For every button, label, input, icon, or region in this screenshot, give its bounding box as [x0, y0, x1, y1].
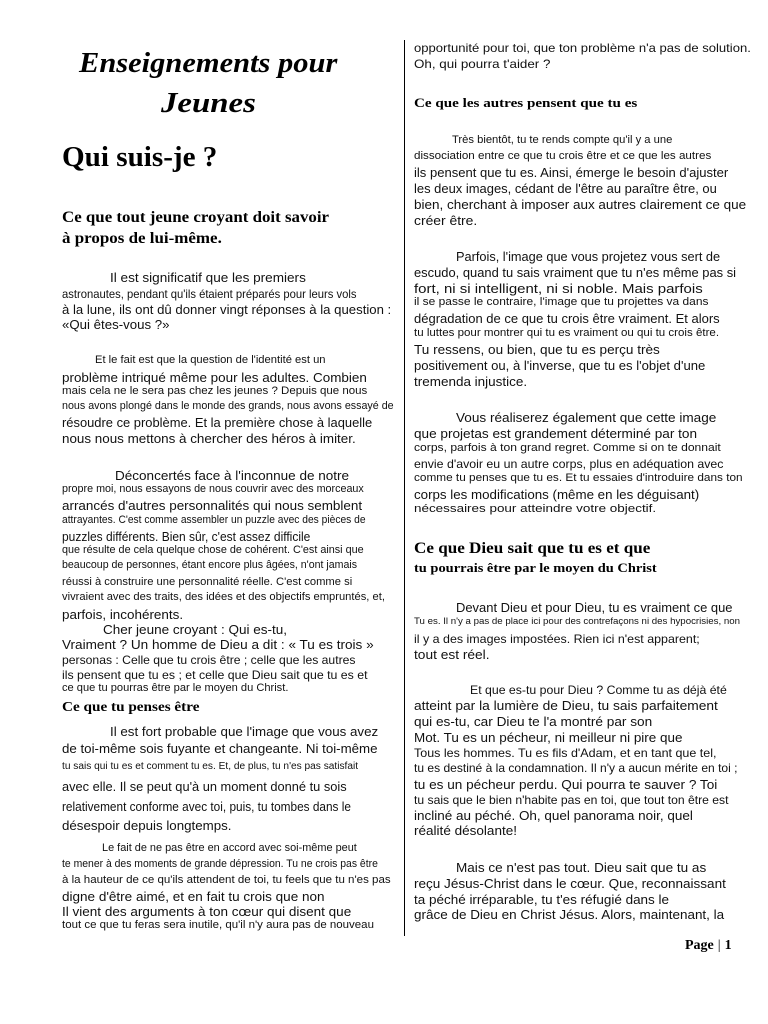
body-line: que résulte de cela quelque chose de cohérent. C'est ainsi que	[62, 544, 364, 556]
body-line: ta péché irréparable, tu t'es réfugié dans le	[414, 892, 670, 907]
body-line: Mot. Tu es un pécheur, ni meilleur ni pire que	[414, 730, 683, 745]
body-line: Tu es. Il n'y a pas de place ici pour des contrefaçons ni des hypocrisies, non	[414, 616, 741, 626]
body-line: opportunité pour toi, que ton problème n'a pas de solution.	[414, 41, 751, 55]
section-heading: Ce que Dieu sait que tu es et que	[414, 540, 651, 557]
body-line: arrancés d'autres personnalités qui nous semblent	[62, 498, 363, 513]
body-line: Mais ce n'est pas tout. Dieu sait que tu as	[456, 860, 707, 875]
body-line: ils pensent que tu es ; et celle que Dieu sait que tu es et	[62, 668, 368, 682]
body-line: Déconcertés face à l'inconnue de notre	[115, 468, 350, 483]
body-line: à la hauteur de ce qu'ils attendent de toi, tu feels que tu n'es pas	[62, 874, 391, 886]
body-line: Vraiment ? Un homme de Dieu a dit : « Tu es trois »	[62, 637, 374, 652]
body-line: tremenda injustice.	[414, 374, 528, 389]
body-line: Il est significatif que les premiers	[110, 270, 306, 285]
body-line: Parfois, l'image que vous projetez vous sert de	[456, 249, 721, 264]
body-line: problème intriqué même pour les adultes. Combien	[62, 370, 367, 385]
body-line: personas : Celle que tu crois être ; celle que les autres	[62, 653, 356, 667]
body-line: propre moi, nous essayons de nous couvrir avec des morceaux	[62, 483, 364, 495]
section-heading: Ce que tu penses être	[62, 700, 200, 715]
body-line: reçu Jésus-Christ dans le cœur. Que, reconnaissant	[414, 876, 726, 891]
body-line: beaucoup de personnes, étant encore plus âgées, n'ont jamais	[62, 559, 358, 571]
body-line: positivement ou, à l'inverse, que tu es l'objet d'une	[414, 358, 706, 373]
body-line: nous avons plongé dans le monde des grands, nous avons essayé de	[62, 400, 394, 412]
body-line: que projetas est grandement déterminé par ton	[414, 426, 698, 441]
body-line: escudo, quand tu sais vraiment que tu n'es même pas si	[414, 265, 737, 280]
body-line: créer être.	[414, 213, 478, 228]
body-line: tu luttes pour montrer qui tu es vraiment ou qui tu crois être.	[414, 327, 720, 339]
body-line: parfois, incohérents.	[62, 607, 184, 622]
body-line: tu es un pécheur perdu. Qui pourra te sauver ? Toi	[414, 777, 718, 792]
body-line: Le fait de ne pas être en accord avec soi-même peut	[102, 842, 357, 854]
body-line: avec elle. Il se peut qu'à un moment donné tu sois	[62, 779, 347, 794]
body-line: Tous les hommes. Tu es fils d'Adam, et en tant que tel,	[414, 746, 717, 760]
body-line: les deux images, cédant de l'être au paraître être, ou	[414, 181, 717, 196]
body-line: à la lune, ils ont dû donner vingt réponses à la question :	[62, 302, 392, 317]
body-line: tout est réel.	[414, 647, 490, 662]
body-line: qui es-tu, car Dieu te l'a montré par son	[414, 714, 653, 729]
column-divider	[404, 40, 405, 936]
document-title-line: Enseignements pour	[79, 48, 338, 79]
body-line: tu es destiné à la condamnation. Il n'y a aucun mérite en toi ;	[414, 761, 738, 775]
body-line: Cher jeune croyant : Qui es-tu,	[103, 622, 288, 637]
body-line: il se passe le contraire, l'image que tu projettes va dans	[414, 296, 709, 308]
body-line: te mener à des moments de grande dépression. Tu ne crois pas être	[62, 858, 378, 870]
body-line: «Qui êtes-vous ?»	[62, 317, 170, 332]
body-line: de toi-même sois fuyante et changeante. Ni toi-même	[62, 741, 378, 756]
section-heading: Ce que les autres pensent que tu es	[414, 95, 638, 110]
body-line: Et que es-tu pour Dieu ? Comme tu as déjà été	[470, 683, 727, 697]
body-line: il y a des images impostées. Rien ici n'est apparent;	[414, 632, 700, 646]
body-line: atteint par la lumière de Dieu, tu sais parfaitement	[414, 698, 718, 713]
body-line: ils pensent que tu es. Ainsi, émerge le besoin d'ajuster	[414, 165, 729, 180]
body-line: relativement conforme avec toi, puis, tu tombes dans le	[62, 799, 351, 814]
body-line: vivraient avec des traits, des idées et des objectifs empruntés, et,	[62, 591, 385, 603]
body-line: résoudre ce problème. Et la première chose à laquelle	[62, 415, 373, 430]
body-line: astronautes, pendant qu'ils étaient préparés pour leurs vols	[62, 287, 357, 301]
body-line: digne d'être aimé, et en fait tu crois que non	[62, 889, 325, 904]
body-line: tu sais qui tu es et comment tu es. Et, de plus, tu n'es pas satisfait	[62, 761, 359, 772]
page-number: 1	[724, 938, 732, 953]
body-line: Oh, qui pourra t'aider ?	[414, 57, 551, 71]
document-title-line: Jeunes	[161, 88, 256, 119]
body-line: corps, parfois à ton grand regret. Comme si on te donnait	[414, 442, 721, 454]
body-line: ce que tu pourras être par le moyen du Christ.	[62, 682, 289, 694]
body-line: grâce de Dieu en Christ Jésus. Alors, maintenant, la	[414, 907, 725, 922]
body-line: Il est fort probable que l'image que vous avez	[110, 724, 379, 739]
body-line: comme tu penses que tu es. Et tu essaies d'introduire dans ton	[414, 472, 743, 484]
body-line: réussi à construire une personnalité réelle. C'est comme si	[62, 576, 353, 588]
page-separator: |	[717, 938, 721, 953]
subtitle-line: Ce que tout jeune croyant doit savoir	[62, 209, 330, 226]
body-line: Tu ressens, ou bien, que tu es perçu très	[414, 342, 660, 357]
page-heading: Qui suis-je ?	[62, 142, 218, 173]
body-line: Vous réaliserez également que cette image	[456, 410, 717, 425]
body-line: Il vient des arguments à ton cœur qui disent que	[62, 904, 352, 919]
body-line: fort, ni si intelligent, ni si noble. Mais parfois	[414, 281, 703, 296]
body-line: réalité désolante!	[414, 823, 518, 838]
subtitle-line: à propos de lui-même.	[62, 230, 222, 247]
body-line: corps les modifications (même en les déguisant)	[414, 487, 700, 502]
body-line: nous nous mettons à chercher des héros à imiter.	[62, 431, 356, 446]
body-line: puzzles différents. Bien sûr, c'est assez difficile	[62, 529, 311, 544]
page-label: Page	[685, 938, 714, 953]
body-line: Très bientôt, tu te rends compte qu'il y a une	[452, 134, 673, 146]
body-line: incliné au péché. Oh, quel panorama noir, quel	[414, 808, 693, 823]
body-line: envie d'avoir eu un autre corps, plus en adéquation avec	[414, 457, 724, 471]
body-line: tout ce que tu feras sera inutile, qu'il n'y aura pas de nouveau	[62, 919, 374, 931]
body-line: dissociation entre ce que tu crois être et ce que les autres	[414, 150, 712, 162]
body-line: tu sais que le bien n'habite pas en toi, que tout ton être est	[414, 793, 729, 807]
body-line: attrayantes. C'est comme assembler un puzzle avec des pièces de	[62, 514, 366, 526]
body-line: nécessaires pour atteindre votre objectif.	[414, 503, 657, 515]
section-heading: tu pourrais être par le moyen du Christ	[414, 560, 657, 575]
body-line: dégradation de ce que tu crois être vraiment. Et alors	[414, 311, 720, 326]
body-line: Et le fait est que la question de l'identité est un	[95, 354, 326, 366]
page-footer	[685, 939, 732, 953]
body-line: mais cela ne le sera pas chez les jeunes ? Depuis que nous	[62, 385, 368, 397]
body-line: désespoir depuis longtemps.	[62, 818, 232, 833]
body-line: bien, cherchant à imposer aux autres clairement ce que	[414, 197, 747, 212]
body-line: Devant Dieu et pour Dieu, tu es vraiment ce que	[456, 600, 733, 615]
